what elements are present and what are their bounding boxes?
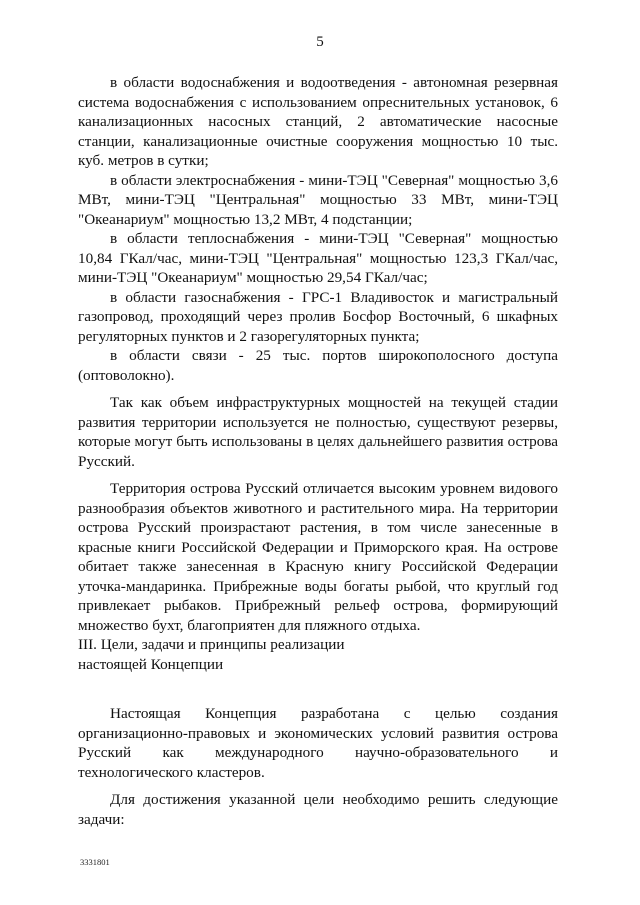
paragraph-reserves: Так как объем инфраструктурных мощностей на текущей стадии развития территории используется не полностью, существуют резервы, которые могут быть использованы в целях дальнейшего развития острова Русский. — [78, 394, 558, 470]
paragraph-gas: в области газоснабжения - ГРС-1 Владивосток и магистральный газопровод, проходящий через пролив Босфор Восточный, 6 шкафных регуляторных пунктов и 2 газорегуляторных пункта; — [78, 288, 558, 345]
paragraph-goal: Настоящая Концепция разработана с целью создания организационно-правовых и экономических условий развития острова Русский как международного научно-образовательного и технологического кластеров. — [78, 705, 558, 781]
document-code: 3331801 — [80, 857, 110, 867]
paragraph-communications: в области связи - 25 тыс. портов широкополосного доступа (оптоволокно). — [78, 347, 558, 384]
paragraph-tasks: Для достижения указанной цели необходимо решить следующие задачи: — [78, 791, 558, 828]
paragraph-nature: Территория острова Русский отличается высоким уровнем видового разнообразия объектов животного и растительного мира. На территории острова Русский произрастают растения, в том числе занесенные в красные книги Российской Федерации и Приморского края. На острове обитает также занесенная в Красную книгу Российской Федерации уточка-мандаринка. Прибрежные воды богаты рыбой, что круглый год привлекает рыбаков. Прибрежный рельеф острова, формирующий множество бухт, благоприятен для пляжного отдыха. — [78, 480, 558, 634]
paragraph-water-supply: в области водоснабжения и водоотведения - автономная резервная система водоснабжения с использованием опреснительных установок, 6 канализационных насосных станций, 2 автоматические насосные станции, канализационные очистные сооружения мощностью 10 тыс. куб. метров в сутки; — [78, 74, 558, 169]
page-number: 5 — [316, 34, 324, 50]
section-heading-line-2: настоящей Концепции — [78, 655, 224, 673]
document-body — [78, 73, 558, 829]
section-heading — [78, 635, 558, 674]
paragraph-electricity: в области электроснабжения - мини-ТЭЦ "Северная" мощностью 3,6 МВт, мини-ТЭЦ "Центральная" мощностью 33 МВт, мини-ТЭЦ "Океанариум" мощностью 13,2 МВт, 4 подстанции; — [78, 171, 558, 228]
paragraph-heating: в области теплоснабжения - мини-ТЭЦ "Северная" мощностью 10,84 ГКал/час, мини-ТЭЦ "Центральная" мощностью 123,3 ГКал/час, мини-ТЭЦ "Океанариум" мощностью 29,54 ГКал/час; — [78, 230, 558, 286]
section-heading-line-1: III. Цели, задачи и принципы реализации — [78, 636, 345, 653]
